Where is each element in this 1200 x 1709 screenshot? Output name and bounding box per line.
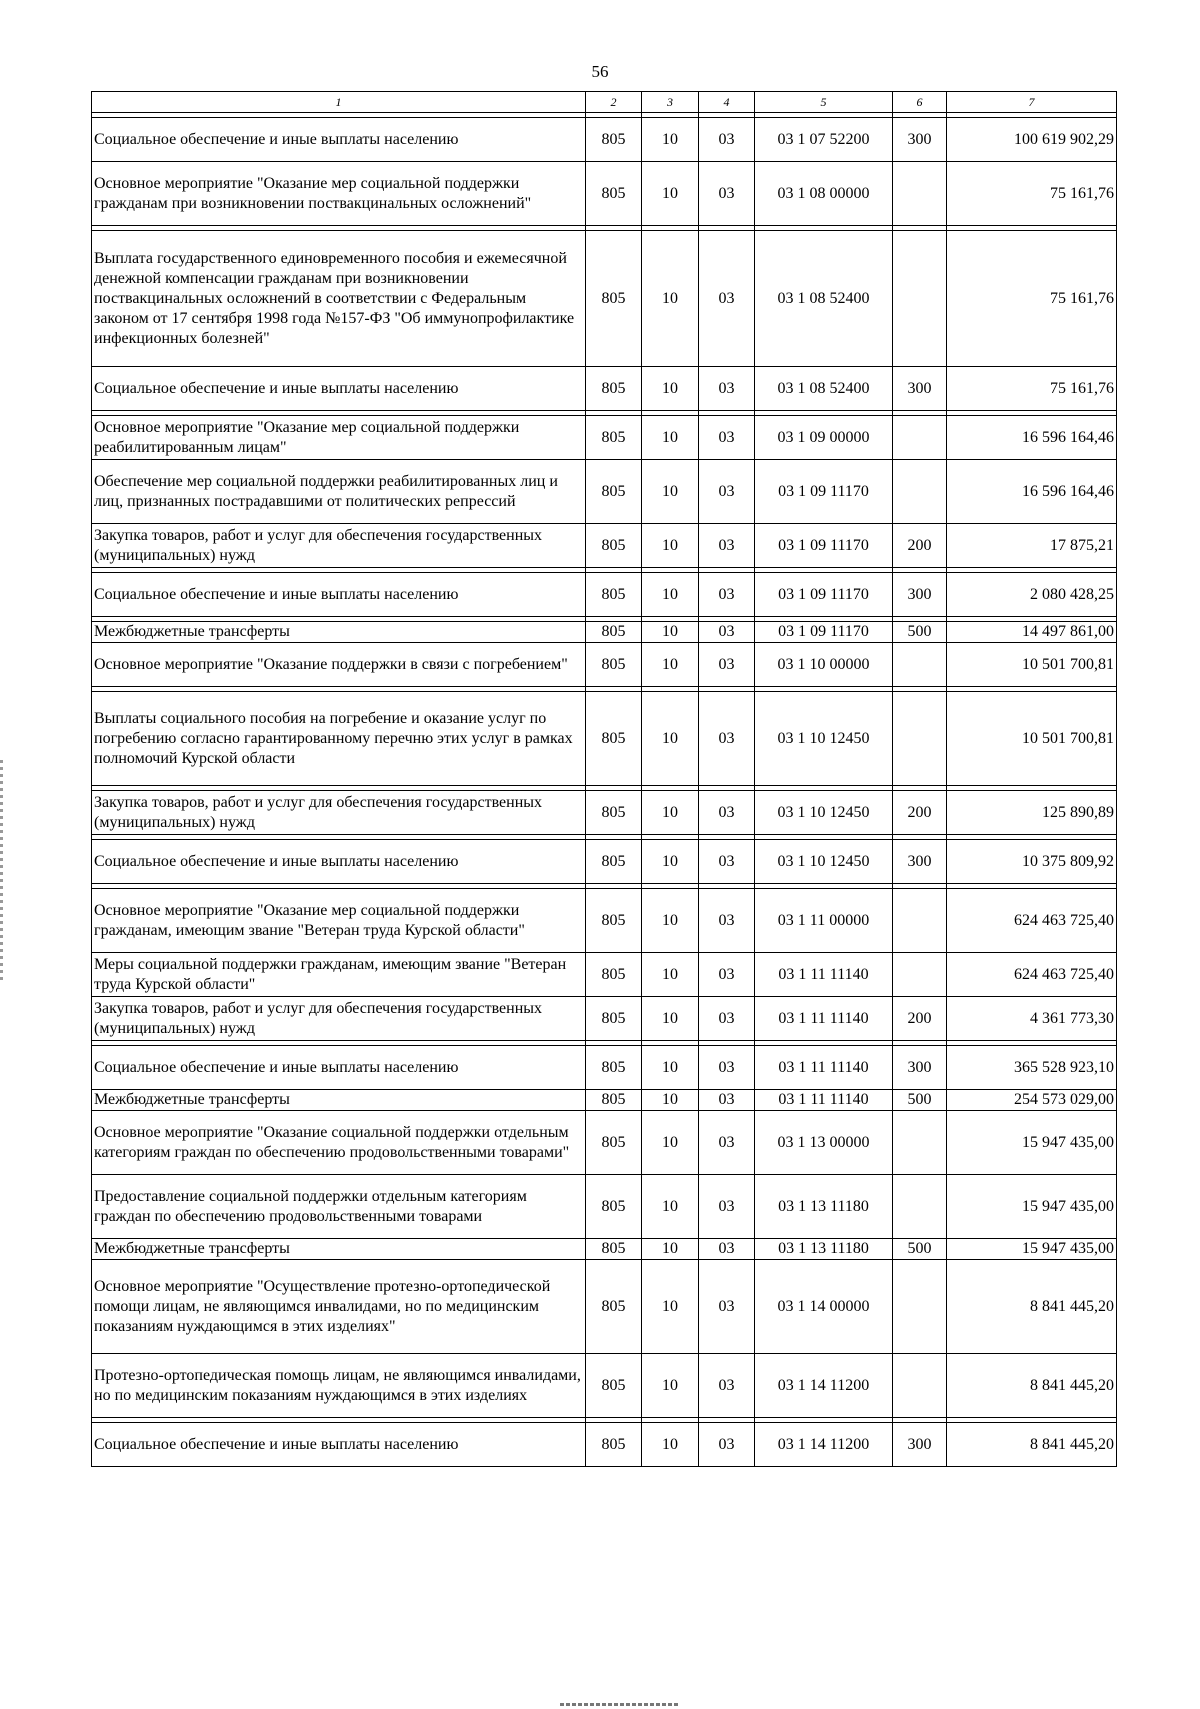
row-expense-type-code: 300 — [893, 1423, 947, 1467]
row-expense-type-code: 200 — [893, 791, 947, 835]
row-ministry-code: 805 — [586, 643, 642, 687]
row-expense-type-code — [893, 231, 947, 367]
table-body — [92, 113, 1117, 1467]
table-row — [92, 692, 1117, 786]
row-target-item-code: 03 1 08 52400 — [755, 367, 893, 411]
row-ministry-code: 805 — [586, 367, 642, 411]
row-section-code: 10 — [642, 840, 699, 884]
row-expense-type-code: 500 — [893, 622, 947, 643]
row-expense-type-code: 300 — [893, 367, 947, 411]
table-row — [92, 1090, 1117, 1111]
row-amount: 624 463 725,40 — [947, 889, 1117, 953]
row-target-item-code: 03 1 09 11170 — [755, 573, 893, 617]
row-expense-type-code: 300 — [893, 573, 947, 617]
row-section-code: 10 — [642, 231, 699, 367]
row-amount: 75 161,76 — [947, 162, 1117, 226]
row-expense-type-code — [893, 643, 947, 687]
table-row — [92, 1354, 1117, 1418]
row-subsection-code: 03 — [699, 1046, 755, 1090]
row-amount: 10 375 809,92 — [947, 840, 1117, 884]
row-subsection-code: 03 — [699, 692, 755, 786]
row-name: Протезно-ортопедическая помощь лицам, не являющимся инвалидами, но по медицинским показаниям нуждающимся в этих изделиях — [92, 1354, 586, 1418]
table-row — [92, 1260, 1117, 1354]
row-expense-type-code — [893, 1354, 947, 1418]
row-target-item-code: 03 1 10 12450 — [755, 692, 893, 786]
row-target-item-code: 03 1 13 11180 — [755, 1175, 893, 1239]
row-section-code: 10 — [642, 1354, 699, 1418]
row-ministry-code: 805 — [586, 460, 642, 524]
table-row — [92, 416, 1117, 460]
table-row — [92, 460, 1117, 524]
row-ministry-code: 805 — [586, 997, 642, 1041]
row-amount: 125 890,89 — [947, 791, 1117, 835]
row-ministry-code: 805 — [586, 573, 642, 617]
row-section-code: 10 — [642, 643, 699, 687]
row-subsection-code: 03 — [699, 460, 755, 524]
row-ministry-code: 805 — [586, 953, 642, 997]
row-name: Основное мероприятие "Оказание социальной поддержки отдельным категориям граждан по обеспечению продовольственными товарами" — [92, 1111, 586, 1175]
row-target-item-code: 03 1 11 11140 — [755, 1090, 893, 1111]
row-target-item-code: 03 1 11 00000 — [755, 889, 893, 953]
row-name: Закупка товаров, работ и услуг для обеспечения государственных (муниципальных) нужд — [92, 524, 586, 568]
table-row — [92, 889, 1117, 953]
row-subsection-code: 03 — [699, 997, 755, 1041]
row-subsection-code: 03 — [699, 1111, 755, 1175]
table-row — [92, 231, 1117, 367]
row-section-code: 10 — [642, 1111, 699, 1175]
row-amount: 17 875,21 — [947, 524, 1117, 568]
row-name: Социальное обеспечение и иные выплаты населению — [92, 1423, 586, 1467]
row-section-code: 10 — [642, 692, 699, 786]
row-expense-type-code — [893, 162, 947, 226]
table-row — [92, 367, 1117, 411]
row-amount: 75 161,76 — [947, 231, 1117, 367]
row-ministry-code: 805 — [586, 889, 642, 953]
row-amount: 15 947 435,00 — [947, 1239, 1117, 1260]
row-target-item-code: 03 1 09 00000 — [755, 416, 893, 460]
row-ministry-code: 805 — [586, 416, 642, 460]
column-number: 1 — [92, 92, 586, 113]
row-amount: 254 573 029,00 — [947, 1090, 1117, 1111]
row-target-item-code: 03 1 14 11200 — [755, 1354, 893, 1418]
row-target-item-code: 03 1 13 00000 — [755, 1111, 893, 1175]
column-number: 7 — [947, 92, 1117, 113]
row-amount: 14 497 861,00 — [947, 622, 1117, 643]
row-amount: 15 947 435,00 — [947, 1111, 1117, 1175]
row-name: Социальное обеспечение и иные выплаты населению — [92, 840, 586, 884]
row-target-item-code: 03 1 08 52400 — [755, 231, 893, 367]
table-row — [92, 1239, 1117, 1260]
table-row — [92, 118, 1117, 162]
table-row — [92, 162, 1117, 226]
row-ministry-code: 805 — [586, 840, 642, 884]
row-name: Обеспечение мер социальной поддержки реабилитированных лиц и лиц, признанных пострадавшими от политических репрессий — [92, 460, 586, 524]
row-subsection-code: 03 — [699, 162, 755, 226]
row-amount: 10 501 700,81 — [947, 643, 1117, 687]
row-subsection-code: 03 — [699, 573, 755, 617]
column-number: 5 — [755, 92, 893, 113]
row-name: Социальное обеспечение и иные выплаты населению — [92, 1046, 586, 1090]
row-expense-type-code — [893, 692, 947, 786]
column-number-row — [92, 92, 1117, 113]
row-amount: 100 619 902,29 — [947, 118, 1117, 162]
row-target-item-code: 03 1 10 00000 — [755, 643, 893, 687]
row-section-code: 10 — [642, 791, 699, 835]
row-subsection-code: 03 — [699, 118, 755, 162]
row-name: Основное мероприятие "Оказание мер социальной поддержки реабилитированным лицам" — [92, 416, 586, 460]
row-name: Меры социальной поддержки гражданам, имеющим звание "Ветеран труда Курской области" — [92, 953, 586, 997]
row-amount: 8 841 445,20 — [947, 1354, 1117, 1418]
row-name: Закупка товаров, работ и услуг для обеспечения государственных (муниципальных) нужд — [92, 997, 586, 1041]
scan-margin-marks — [0, 760, 3, 980]
table-row — [92, 953, 1117, 997]
row-subsection-code: 03 — [699, 1090, 755, 1111]
row-subsection-code: 03 — [699, 643, 755, 687]
row-target-item-code: 03 1 13 11180 — [755, 1239, 893, 1260]
row-target-item-code: 03 1 10 12450 — [755, 840, 893, 884]
budget-table — [91, 91, 1117, 1467]
row-expense-type-code: 300 — [893, 118, 947, 162]
row-expense-type-code: 500 — [893, 1090, 947, 1111]
row-amount: 8 841 445,20 — [947, 1260, 1117, 1354]
row-section-code: 10 — [642, 162, 699, 226]
row-ministry-code: 805 — [586, 1260, 642, 1354]
row-expense-type-code — [893, 1260, 947, 1354]
table-row — [92, 840, 1117, 884]
row-section-code: 10 — [642, 1090, 699, 1111]
row-target-item-code: 03 1 11 11140 — [755, 1046, 893, 1090]
row-subsection-code: 03 — [699, 840, 755, 884]
row-subsection-code: 03 — [699, 1239, 755, 1260]
table-row — [92, 1175, 1117, 1239]
row-ministry-code: 805 — [586, 692, 642, 786]
row-target-item-code: 03 1 07 52200 — [755, 118, 893, 162]
row-expense-type-code — [893, 1175, 947, 1239]
row-name: Основное мероприятие "Оказание поддержки в связи с погребением" — [92, 643, 586, 687]
row-ministry-code: 805 — [586, 1354, 642, 1418]
row-expense-type-code — [893, 1111, 947, 1175]
row-expense-type-code: 200 — [893, 997, 947, 1041]
row-amount: 4 361 773,30 — [947, 997, 1117, 1041]
scan-bottom-marks — [560, 1703, 680, 1706]
row-name: Межбюджетные трансферты — [92, 1239, 586, 1260]
row-expense-type-code — [893, 889, 947, 953]
row-expense-type-code: 300 — [893, 1046, 947, 1090]
row-section-code: 10 — [642, 118, 699, 162]
row-name: Основное мероприятие "Осуществление протезно-ортопедической помощи лицам, не являющимся инвалидами, но по медицинским показаниям нуждающимся в этих изделиях" — [92, 1260, 586, 1354]
row-expense-type-code: 200 — [893, 524, 947, 568]
row-name: Социальное обеспечение и иные выплаты населению — [92, 118, 586, 162]
row-ministry-code: 805 — [586, 1090, 642, 1111]
row-subsection-code: 03 — [699, 231, 755, 367]
row-section-code: 10 — [642, 460, 699, 524]
row-section-code: 10 — [642, 524, 699, 568]
column-number: 4 — [699, 92, 755, 113]
row-name: Предоставление социальной поддержки отдельным категориям граждан по обеспечению продовольственными товарами — [92, 1175, 586, 1239]
row-name: Социальное обеспечение и иные выплаты населению — [92, 367, 586, 411]
row-ministry-code: 805 — [586, 622, 642, 643]
row-amount: 16 596 164,46 — [947, 416, 1117, 460]
row-name: Межбюджетные трансферты — [92, 1090, 586, 1111]
row-subsection-code: 03 — [699, 953, 755, 997]
row-subsection-code: 03 — [699, 1175, 755, 1239]
row-name: Основное мероприятие "Оказание мер социальной поддержки гражданам при возникновении поствакцинальных осложнений" — [92, 162, 586, 226]
row-subsection-code: 03 — [699, 791, 755, 835]
row-subsection-code: 03 — [699, 1423, 755, 1467]
row-target-item-code: 03 1 10 12450 — [755, 791, 893, 835]
row-section-code: 10 — [642, 367, 699, 411]
column-number: 2 — [586, 92, 642, 113]
table-row — [92, 622, 1117, 643]
row-section-code: 10 — [642, 997, 699, 1041]
row-section-code: 10 — [642, 573, 699, 617]
row-name: Выплаты социального пособия на погребение и оказание услуг по погребению согласно гарантированному перечню этих услуг в рамках полномочий Курской области — [92, 692, 586, 786]
row-ministry-code: 805 — [586, 118, 642, 162]
row-target-item-code: 03 1 09 11170 — [755, 524, 893, 568]
row-expense-type-code — [893, 416, 947, 460]
row-section-code: 10 — [642, 1046, 699, 1090]
row-subsection-code: 03 — [699, 1354, 755, 1418]
row-target-item-code: 03 1 11 11140 — [755, 997, 893, 1041]
row-ministry-code: 805 — [586, 231, 642, 367]
row-target-item-code: 03 1 08 00000 — [755, 162, 893, 226]
row-expense-type-code: 500 — [893, 1239, 947, 1260]
table-row — [92, 524, 1117, 568]
row-amount: 2 080 428,25 — [947, 573, 1117, 617]
row-name: Социальное обеспечение и иные выплаты населению — [92, 573, 586, 617]
row-subsection-code: 03 — [699, 416, 755, 460]
table-row — [92, 997, 1117, 1041]
row-target-item-code: 03 1 09 11170 — [755, 622, 893, 643]
row-expense-type-code — [893, 953, 947, 997]
table-row — [92, 643, 1117, 687]
row-section-code: 10 — [642, 416, 699, 460]
row-subsection-code: 03 — [699, 889, 755, 953]
table-row — [92, 1423, 1117, 1467]
row-name: Основное мероприятие "Оказание мер социальной поддержки гражданам, имеющим звание "Ветеран труда Курской области" — [92, 889, 586, 953]
row-target-item-code: 03 1 14 00000 — [755, 1260, 893, 1354]
row-ministry-code: 805 — [586, 162, 642, 226]
row-section-code: 10 — [642, 1175, 699, 1239]
row-ministry-code: 805 — [586, 791, 642, 835]
row-subsection-code: 03 — [699, 1260, 755, 1354]
row-amount: 16 596 164,46 — [947, 460, 1117, 524]
table-row — [92, 1046, 1117, 1090]
table-row — [92, 1111, 1117, 1175]
row-subsection-code: 03 — [699, 524, 755, 568]
row-amount: 365 528 923,10 — [947, 1046, 1117, 1090]
row-ministry-code: 805 — [586, 1046, 642, 1090]
row-ministry-code: 805 — [586, 1175, 642, 1239]
row-subsection-code: 03 — [699, 367, 755, 411]
row-section-code: 10 — [642, 953, 699, 997]
row-name: Закупка товаров, работ и услуг для обеспечения государственных (муниципальных) нужд — [92, 791, 586, 835]
row-amount: 15 947 435,00 — [947, 1175, 1117, 1239]
row-target-item-code: 03 1 11 11140 — [755, 953, 893, 997]
row-section-code: 10 — [642, 1260, 699, 1354]
table-row — [92, 573, 1117, 617]
page-number: 56 — [591, 62, 609, 81]
row-amount: 10 501 700,81 — [947, 692, 1117, 786]
row-amount: 75 161,76 — [947, 367, 1117, 411]
row-section-code: 10 — [642, 622, 699, 643]
row-section-code: 10 — [642, 889, 699, 953]
row-section-code: 10 — [642, 1423, 699, 1467]
row-target-item-code: 03 1 09 11170 — [755, 460, 893, 524]
row-target-item-code: 03 1 14 11200 — [755, 1423, 893, 1467]
table-row — [92, 791, 1117, 835]
row-amount: 624 463 725,40 — [947, 953, 1117, 997]
column-number: 3 — [642, 92, 699, 113]
column-number: 6 — [893, 92, 947, 113]
row-ministry-code: 805 — [586, 1111, 642, 1175]
row-amount: 8 841 445,20 — [947, 1423, 1117, 1467]
row-ministry-code: 805 — [586, 1423, 642, 1467]
row-subsection-code: 03 — [699, 622, 755, 643]
row-ministry-code: 805 — [586, 1239, 642, 1260]
row-expense-type-code: 300 — [893, 840, 947, 884]
row-expense-type-code — [893, 460, 947, 524]
row-name: Выплата государственного единовременного пособия и ежемесячной денежной компенсации гражданам при возникновении поствакцинальных осложнений в соответствии с Федеральным законом от 17 сентября 1998 года №157-ФЗ "Об иммунопрофилактике инфекционных болезней" — [92, 231, 586, 367]
row-name: Межбюджетные трансферты — [92, 622, 586, 643]
row-section-code: 10 — [642, 1239, 699, 1260]
row-ministry-code: 805 — [586, 524, 642, 568]
